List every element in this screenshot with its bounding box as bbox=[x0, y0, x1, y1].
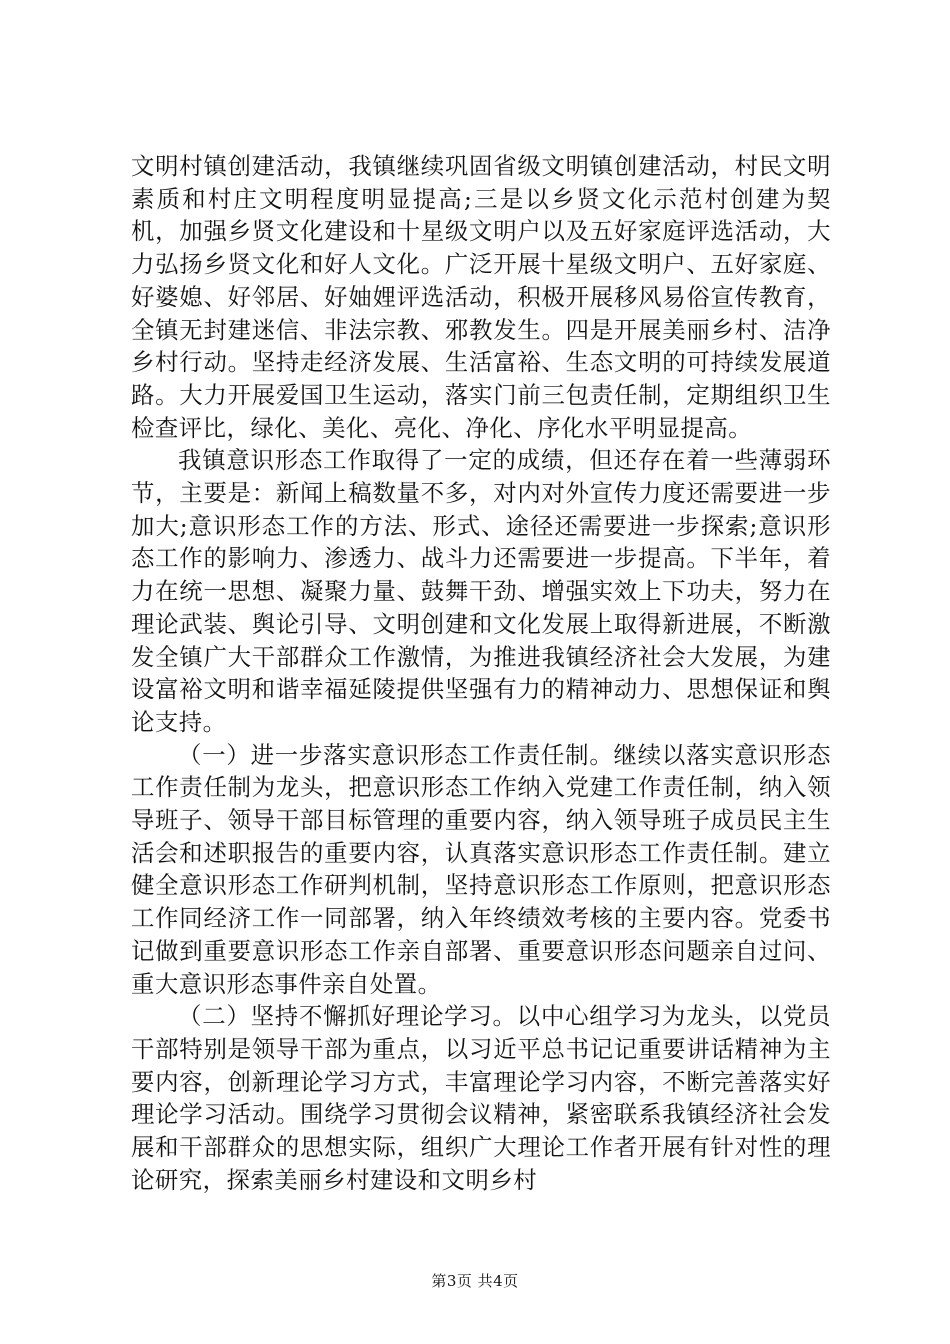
paragraph-2: 我镇意识形态工作取得了一定的成绩，但还存在着一些薄弱环节，主要是：新闻上稿数量不多，对内对外宣传力度还需要进一步加大;意识形态工作的方法、形式、途径还需要进一步探索;意识形态工作的影响力、渗透力、战斗力还需要进一步提高。下半年，着力在统一思想、凝聚力量、鼓舞干劲、增强实效上下功夫，努力在理论武装、舆论引导、文明创建和文化发展上取得新进展，不断激发全镇广大干部群众工作激情，为推进我镇经济社会大发展，为建设富裕文明和谐幸福延陵提供坚强有力的精神动力、思想保证和舆论支持。 bbox=[131, 446, 831, 736]
paragraph-3: （一）进一步落实意识形态工作责任制。继续以落实意识形态工作责任制为龙头，把意识形态工作纳入党建工作责任制，纳入领导班子、领导干部目标管理的重要内容，纳入领导班子成员民主生活会和述职报告的重要内容，认真落实意识形态工作责任制。建立健全意识形态工作研判机制，坚持意识形态工作原则，把意识形态工作同经济工作一同部署，纳入年终绩效考核的主要内容。党委书记做到重要意识形态工作亲自部署、重要意识形态问题亲自过问、重大意识形态事件亲自处置。 bbox=[131, 740, 831, 998]
page-number-footer: 第3页 共4页 bbox=[431, 1272, 519, 1290]
document-body bbox=[131, 150, 831, 1197]
paragraph-4: （二）坚持不懈抓好理论学习。以中心组学习为龙头，以党员干部特别是领导干部为重点，以习近平总书记记重要讲话精神为主要内容，创新理论学习方式，丰富理论学习内容，不断完善落实好理论学习活动。围绕学习贯彻会议精神，紧密联系我镇经济社会发展和干部群众的思想实际，组织广大理论工作者开展有针对性的理论研究，探索美丽乡村建设和文明乡村 bbox=[131, 1002, 831, 1194]
paragraph-1: 文明村镇创建活动，我镇继续巩固省级文明镇创建活动，村民文明素质和村庄文明程度明显提高;三是以乡贤文化示范村创建为契机，加强乡贤文化建设和十星级文明户以及五好家庭评选活动，大力弘扬乡贤文化和好人文化。广泛开展十星级文明户、五好家庭、好婆媳、好邻居、好妯娌评选活动，积极开展移风易俗宣传教育，全镇无封建迷信、非法宗教、邪教发生。四是开展美丽乡村、洁净乡村行动。坚持走经济发展、生活富裕、生态文明的可持续发展道路。大力开展爱国卫生运动，落实门前三包责任制，定期组织卫生检查评比，绿化、美化、亮化、净化、序化水平明显提高。 bbox=[131, 152, 831, 442]
